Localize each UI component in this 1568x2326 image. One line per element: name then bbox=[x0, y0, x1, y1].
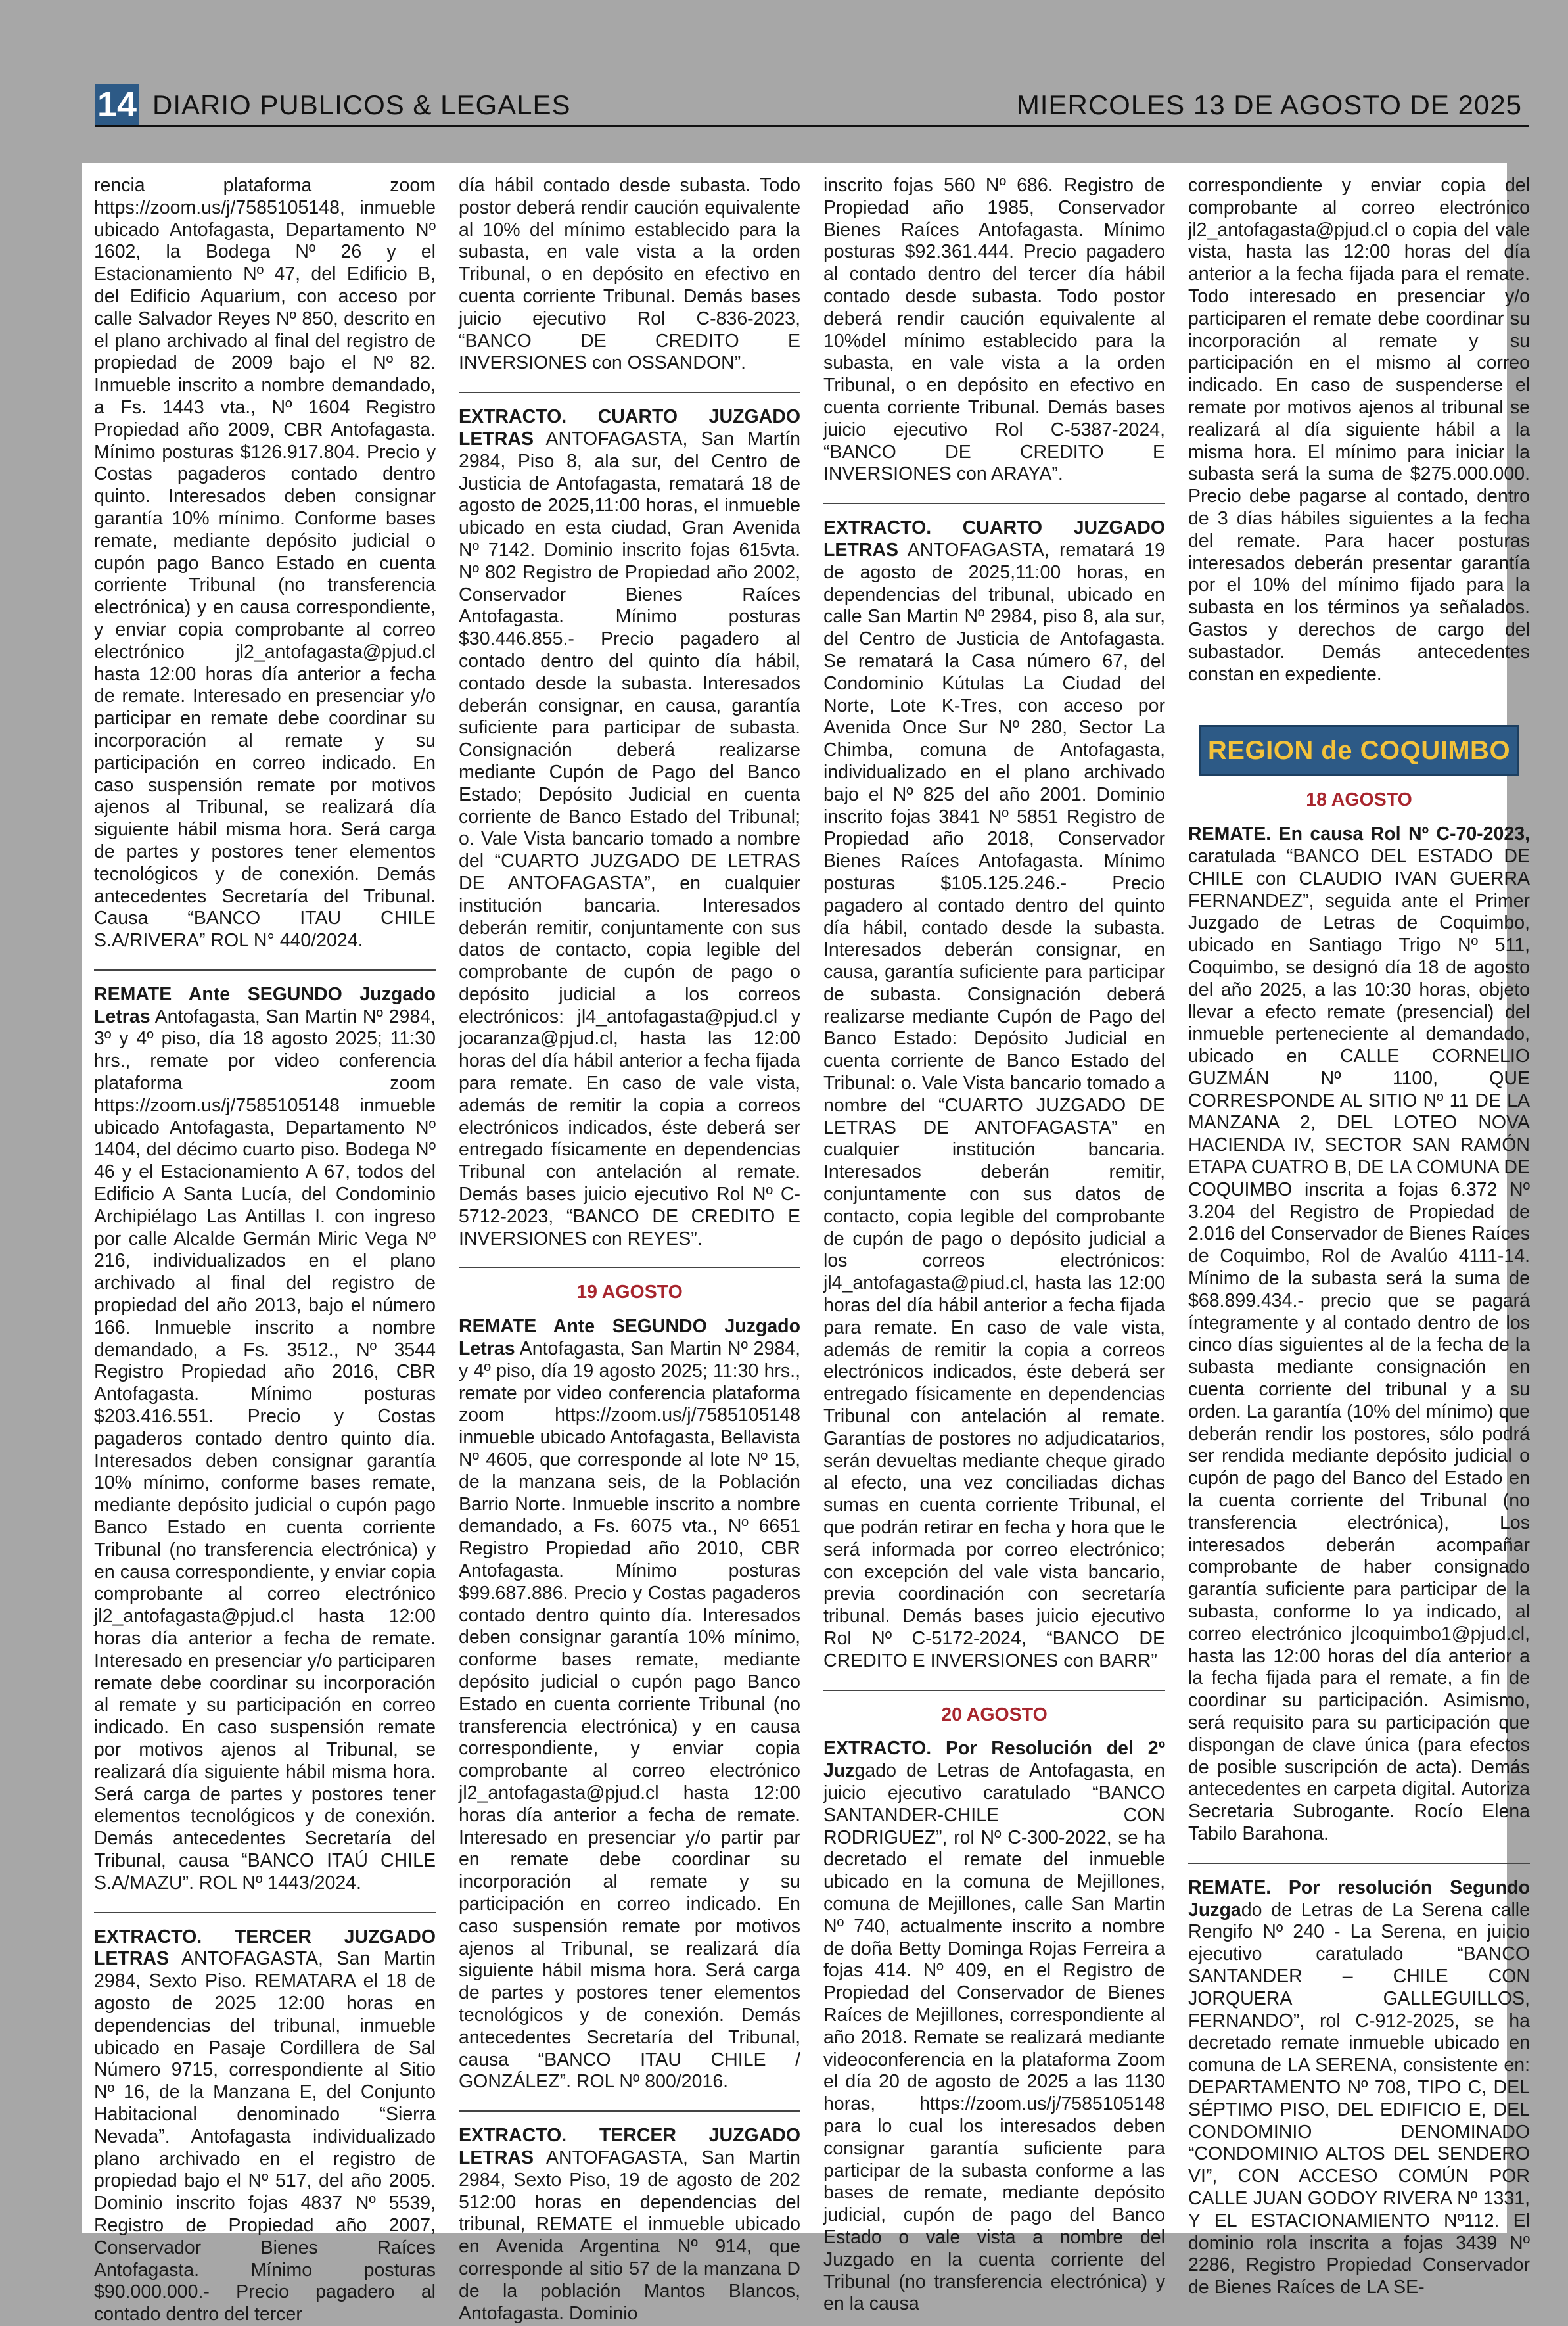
notice-text: Antofagasta, San Martin Nº 2984, 3º y 4º piso, día 18 agosto 2025; 11:30 hrs., remate por video conferencia plataforma zoom https://zoom.us/j/7585105148 inmueble ubicado Antofagasta, Departamento Nº 1404, del décimo cuarto piso. Bodega Nº 46 y el Estacionamiento A 67, todos del Edificio A Santa Lucía, del Condominio Archipiélago Las Antillas I. con ingreso por calle Alcalde Germán Miric Vega Nº 216, individualizados en el plano archivado al final del registro de propiedad del año 2013, bajo el número 166. Inmueble inscrito a nombre demandado, a Fs. 3512., Nº 3544 Registro Propiedad año 2016, CBR Antofagasta. Mínimo posturas $203.416.551. Precio y Costas pagaderos contado dentro quinto día. Interesados deben consignar garantía 10% mínimo, conforme bases remate, mediante depósito judicial o cupón pago Banco Estado en cuenta corriente Tribunal (no transferencia electrónica) y en causa correspondiente, y enviar copia comprobante al correo electrónico jl2_antofagasta@pjud.cl hasta 12:00 horas día anterior a fecha de remate. Interesado en presenciar y/o participaren remate debe coordinar su incorporación al remate y su participación en correo indicado. En caso suspensión remate por motivos ajenos al Tribunal, se realizará día siguiente hábil misma hora. Será carga de partes y postores tener elementos tecnológicos y de conexión. Demás antecedentes Secretaría del Tribunal, causa “BANCO ITAÚ CHILE S.A/MAZU”. ROL Nº 1443/2024. bbox=[94, 1006, 436, 1894]
notice-text: correspondiente y enviar copia del comprobante al correo electrónico jl2_antofagasta@pjud.cl o copia del vale vista, hasta las 12:00 horas del día anterior a la fecha fijada para el remate. Todo interesado en presenciar y/o participaren el remate debe coordinar su incorporación al remate y su participación en el mismo al correo indicado. En caso de suspenderse el remate por motivos ajenos al tribunal se realizará al día siguiente hábil a la misma hora. El mínimo para iniciar la subasta será la suma de $275.000.000. Precio debe pagarse al contado, dentro de 3 días hábiles siguientes a la fecha del remate. Para hacer posturas interesados deberán presentar garantía por el 10% del mínimo fijado para la subasta en los términos ya señalados. Gastos y derechos de cargo del subastador. Demás antecedentes constan en expediente. bbox=[1188, 175, 1530, 685]
notice-text: día hábil contado desde subasta. Todo postor deberá rendir caución equivalente al 10% del mínimo establecido para la subasta, en vale vista a la orden Tribunal, o en depósito en efectivo en cuenta corriente Tribunal. Demás bases juicio ejecutivo Rol C-836-2023, “BANCO DE CREDITO E INVERSIONES con OSSANDON”. bbox=[459, 175, 800, 374]
notice-text: gado de Letras de Antofagasta, en juicio ejecutivo caratulado “BANCO SANTANDER-CHILE CON RODRIGUEZ”, rol Nº C-300-2022, se ha decretado el remate del inmueble ubicado en la comuna de Mejillones, comuna de Mejillones, calle San Martin Nº 740, actualmente inscrito a nombre de doña Betty Dominga Rojas Ferreira a fojas 414. Nº 409, en el Registro de Propiedad del Conservador de Bienes Raíces de Mejillones, correspondiente al año 2018. Remate se realizará mediante videoconferencia en la plataforma Zoom el día 20 de agosto de 2025 a las 1130 horas, https://zoom.us/j/7585105148 para lo cual los interesados deben consignar garantía suficiente para participar de la subasta conforme a las bases de remate, mediante depósito judicial, cupón de pago del Banco Estado o vale vista a nombre del Juzgado en la cuenta corriente del Tribunal (no transferencia electrónica) y en la causa bbox=[823, 1760, 1165, 2315]
issue-date: MIERCOLES 13 DE AGOSTO DE 2025 bbox=[1016, 89, 1522, 120]
column-1 bbox=[94, 175, 436, 2326]
notice-text: ANTOFAGASTA, rematará 19 de agosto de 2025,11:00 horas, en dependencias del tribunal, ubicado en calle San Martin Nº 2984, piso 8, ala sur, del Centro de Justicia de Antofagasta. Se rematará la Casa número 67, del Condominio Kútulas La Ciudad del Norte, Lote K-Tres, con acceso por Avenida Once Sur Nº 280, Sector La Chimba, comuna de Antofagasta, individualizado en el plano archivado bajo el Nº 825 del año 2001. Dominio inscrito fojas 3841 Nº 5851 Registro de Propiedad año 2018, Conservador Bienes Raíces Antofagasta. Mínimo posturas $105.125.246.- Precio pagadero al contado dentro del quinto día hábil, contado desde la subasta. Interesados deberán consignar, en causa, garantía suficiente para participar de subasta. Consignación deberá realizarse mediante Cupón de Pago del Banco Estado: Depósito Judicial en cuenta corriente de Banco Estado del Tribunal: o. Vale Vista bancario tomado a nombre del “CUARTO JUZGADO DE LETRAS DE ANTOFAGASTA” en cualquier institución bancaria. Interesados deberán remitir, conjuntamente con sus datos de contacto, copia legible del comprobante de cupón de pago o depósito judicial a los correos electrónicos: jl4_antofagasta@piud.cl, hasta las 12:00 horas del día hábil anterior a fecha fijada para remate. En caso de vale vista, además de remitir la copia a correos electrónicos indicados, éste deberá ser entregado físicamente en dependencias Tribunal con antelación al remate. Garantías de postores no adjudicatarios, serán devueltas mediante cheque girado al efecto, una vez conciliadas dichas sumas en cuenta corriente Tribunal, el que podrán retirar en fecha y hora que le será informada por correo electrónico; con excepción del vale vista bancario, previa coordinación con secretaría tribunal. Demás bases juicio ejecutivo Rol Nº C-5172-2024, “BANCO DE CREDITO E INVERSIONES con BARR” bbox=[823, 539, 1165, 1671]
notice bbox=[94, 1926, 436, 2326]
notice bbox=[459, 1316, 800, 2093]
notice-text: do de Letras de La Serena calle Rengifo Nº 240 - La Serena, en juicio ejecutivo caratulado “BANCO SANTANDER – CHILE CON JORQUERA GALLEGUILLOS, FERNANDO”, rol C-912-2025, se ha decretado remate inmueble ubicado en comuna de LA SERENA, consistente en: DEPARTAMENTO Nº 708, TIPO C, DEL SÉPTIMO PISO, DEL EDIFICIO E, DEL CONDOMINIO DENOMINADO “CONDOMINIO ALTOS DEL SENDERO VI”, CON ACCESO COMÚN POR CALLE JUAN GODOY RIVERA Nº 1331, Y EL ESTACIONAMIENTO Nº112. El dominio rola inscrita a fojas 3439 Nº 2286, Registro Propiedad Conservador de Bienes Raíces de LA SE- bbox=[1188, 1899, 1530, 2298]
notice bbox=[94, 984, 436, 1895]
notice-text: inscrito fojas 560 Nº 686. Registro de Propiedad año 1985, Conservador Bienes Raíces Antofagasta. Mínimo posturas $92.361.444. Precio pagadero al contado dentro del tercer día hábil contado desde subasta. Todo postor deberá rendir caución equivalente al 10%del mínimo establecido para la subasta, en vale vista a la orden Tribunal, o en depósito en efectivo en cuenta corriente Tribunal. Demás bases juicio ejecutivo Rol C-5387-2024, “BANCO DE CREDITO E INVERSIONES con ARAYA”. bbox=[823, 175, 1165, 485]
notice-lead: EXTRACTO. Por Resolución del 2º Juz bbox=[823, 1738, 1165, 1782]
notice bbox=[1188, 824, 1530, 1846]
notice-divider bbox=[1188, 1863, 1530, 1864]
notice-text: ANTOFAGASTA, San Martin 2984, Sexto Piso, 19 de agosto de 202 512:00 horas en dependencias del tribunal, REMATE el inmueble ubicado en Avenida Argentina Nº 914, que corresponde al sitio 57 de la manzana D de la población Mantos Blancos, Antofagasta. Dominio bbox=[459, 2147, 800, 2324]
notice-lead: REMATE. En causa Rol Nº C-70-2023, bbox=[1188, 824, 1530, 845]
region-banner: REGION de COQUIMBO bbox=[1199, 725, 1519, 776]
notice-divider bbox=[94, 969, 436, 971]
date-heading-19-agosto: 19 AGOSTO bbox=[576, 1282, 683, 1303]
notice bbox=[459, 2125, 800, 2325]
notice-text: rencia plataforma zoom https://zoom.us/j/7585105148, inmueble ubicado Antofagasta, Departamento Nº 1602, la Bodega Nº 26 y el Estacionamiento Nº 47, del Edificio B, del Edificio Aquarium, con acceso por calle Salvador Reyes Nº 850, descrito en el plano archivado al final del registro de propiedad de 2009 bajo el Nº 82. Inmueble inscrito a nombre demandado, a Fs. 1443 vta., Nº 1604 Registro Propiedad año 2009, CBR Antofagasta. Mínimo posturas $126.917.804. Precio y Costas pagaderos contado dentro quinto. Interesados deben consignar garantía 10% mínimo. Conforme bases remate, mediante depósito judicial o cupón pago Banco Estado en cuenta corriente Tribunal (no transferencia electrónica) y en causa correspondiente, y enviar copia comprobante al correo electrónico jl2_antofagasta@pjud.cl hasta 12:00 horas día anterior a fecha de remate. Interesado en presenciar y/o participar en remate debe coordinar su incorporación al remate y su participación en correo indicado. En caso suspensión remate por motivos ajenos al Tribunal, se realizará día siguiente hábil misma hora. Será carga de partes y postores tener elementos tecnológicos y de conexión. Demás antecedentes Secretaría del Tribunal. Causa “BANCO ITAU CHILE S.A/RIVERA” ROL N° 440/2024. bbox=[94, 175, 436, 952]
notice-text: ANTOFAGASTA, San Martin 2984, Sexto Piso. REMATARA el 18 de agosto de 2025 12:00 horas en dependencias del tribunal, inmueble ubicado en Pasaje Cordillera de Sal Número 9715, correspondiente al Sitio Nº 16, de la Manzana E, del Conjunto Habitacional denominado “Sierra Nevada”. Antofagasta individualizado plano archivado en el registro de propiedad bajo el Nº 517, del año 2005. Dominio inscrito fojas 4837 Nº 5539, Registro de Propiedad año 2007, Conservador Bienes Raíces Antofagasta. Mínimo posturas $90.000.000.- Precio pagadero al contado dentro del tercer bbox=[94, 1948, 436, 2325]
publication-name: DIARIO PUBLICOS & LEGALES bbox=[152, 89, 571, 120]
column-4 bbox=[1188, 175, 1530, 2299]
notice-divider bbox=[823, 503, 1165, 504]
date-heading-20-agosto: 20 AGOSTO bbox=[941, 1704, 1048, 1725]
notice-divider bbox=[459, 1267, 800, 1268]
notice bbox=[823, 1738, 1165, 2315]
notice bbox=[459, 406, 800, 1250]
notice-text: caratulada “BANCO DEL ESTADO DE CHILE con CLAUDIO IVAN GUERRA FERNANDEZ”, seguida ante el Primer Juzgado de Letras de Coquimbo, ubicado en Santiago Trigo Nº 511, Coquimbo, se designó día 18 de agosto del año 2025, a las 10:30 horas, objeto llevar a efecto remate (presencial) del inmueble perteneciente al demandado, ubicado en CALLE CORNELIO GUZMÁN Nº 1100, QUE CORRESPONDE AL SITIO Nº 11 DE LA MANZANA 2, DEL LOTEO NOVA HACIENDA IV, SECTOR SAN RAMÓN ETAPA CUATRO B, DE LA COMUNA DE COQUIMBO inscrita a fojas 6.372 Nº 3.204 del Registro de Propiedad de 2.016 del Conservador de Bienes Raíces de Coquimbo, Rol de Avalúo 4111-14. Mínimo de la subasta será la suma de $68.899.434.- precio que se pagará íntegramente y al contado dentro de los cinco días siguientes al de la fecha de la subasta mediante consignación en cuenta corriente del tribunal y a su orden. La garantía (10% del mínimo) que deberán rendir los postores, sólo podrá ser rendida mediante depósito judicial o cupón de pago del Banco del Estado en la cuenta corriente del Tribunal (no transferencia electrónica), Los interesados deberán acompañar comprobante de haber consignado garantía suficiente para participar de la subasta, conforme lo ya indicado, al correo electrónico jlcoquimbo1@pjud.cl, hasta las 12:00 horas del día anterior a la fecha fijada para el remate, a fin de coordinar su participación. Asimismo, será requisito para su participación que dispongan de clave única (para efectos de posible suscripción de acta). Demás antecedentes en carpeta digital. Autoriza Secretaria Subrogante. Rocío Elena Tabilo Barahona. bbox=[1188, 845, 1530, 1844]
column-3 bbox=[823, 175, 1165, 2315]
notice-divider bbox=[459, 2110, 800, 2112]
header-rule bbox=[95, 125, 1529, 127]
page-number-badge: 14 bbox=[95, 84, 139, 125]
notice-lead: EXTRACTO. TERCER JUZGADO LETRAS bbox=[459, 2125, 800, 2168]
notice-lead: REMATE. Por resolución Segundo Juzga bbox=[1188, 1876, 1530, 1920]
notice-divider bbox=[94, 1912, 436, 1913]
notice-divider bbox=[823, 1690, 1165, 1691]
date-heading-18-agosto: 18 AGOSTO bbox=[1306, 789, 1412, 811]
notice-lead: EXTRACTO. TERCER JUZGADO LETRAS bbox=[94, 1926, 436, 1970]
notice bbox=[823, 517, 1165, 1672]
notice bbox=[1188, 1877, 1530, 2299]
notice-divider bbox=[459, 392, 800, 393]
notice-lead: REMATE Ante SEGUNDO Juzgado Letras bbox=[459, 1316, 800, 1360]
notice-lead: EXTRACTO. CUARTO JUZGADO LETRAS bbox=[823, 517, 1165, 561]
notice-lead: EXTRACTO. CUARTO JUZGADO LETRAS bbox=[459, 406, 800, 450]
notice-lead: REMATE Ante SEGUNDO Juzgado Letras bbox=[94, 983, 436, 1027]
column-2 bbox=[459, 175, 800, 2325]
notice-text: Antofagasta, San Martin Nº 2984, y 4º piso, día 19 agosto 2025; 11:30 hrs., remate por video conferencia plataforma zoom https://zoom.us/j/7585105148 inmueble ubicado Antofagasta, Bellavista Nº 4605, que corresponde al lote Nº 15, de la manzana seis, de la Población Barrio Norte. Inmueble inscrito a nombre demandado, a Fs. 6075 vta., Nº 6651 Registro Propiedad año 2010, CBR Antofagasta. Mínimo posturas $99.687.886. Precio y Costas pagaderos contado dentro quinto día. Interesados deben consignar garantía 10% mínimo, conforme bases remate, mediante depósito judicial o cupón pago Banco Estado en cuenta corriente Tribunal (no transferencia electrónica) y en causa correspondiente, y enviar copia comprobante al correo electrónico jl2_antofagasta@pjud.cl hasta 12:00 horas día anterior a fecha de remate. Interesado en presenciar y/o partir par en remate debe coordinar su incorporación al remate y su participación en correo indicado. En caso suspensión remate por motivos ajenos al Tribunal, se realizará día siguiente hábil misma hora. Será carga de partes y postores tener elementos tecnológicos y de conexión. Demás antecedentes Secretaría del Tribunal, causa “BANCO ITAU CHILE / GONZÁLEZ”. ROL Nº 800/2016. bbox=[459, 1338, 800, 2093]
notice-text: ANTOFAGASTA, San Martín 2984, Piso 8, ala sur, del Centro de Justicia de Antofagasta, rematará 18 de agosto de 2025,11:00 horas, el inmueble ubicado en esta ciudad, Gran Avenida Nº 7142. Dominio inscrito fojas 615vta. Nº 802 Registro de Propiedad año 2002, Conservador Bienes Raíces Antofagasta. Mínimo posturas $30.446.855.- Precio pagadero al contado dentro del quinto día hábil, contado desde la subasta. Interesados deberán consignar, en causa, garantía suficiente para participar de subasta. Consignación deberá realizarse mediante Cupón de Pago del Banco Estado; Depósito Judicial en cuenta corriente de Banco Estado del Tribunal; o. Vale Vista bancario tomado a nombre del “CUARTO JUZGADO DE LETRAS DE ANTOFAGASTA”, en cualquier institución bancaria. Interesados deberán remitir, conjuntamente con sus datos de contacto, copia legible del comprobante de cupón de pago o depósito judicial a los correos electrónicos: jl4_antofagasta@pjud.cl y jocaranza@pjud.cl, hasta las 12:00 horas del día hábil anterior a fecha fijada para remate. En caso de vale vista, además de remitir la copia a correos electrónicos indicados, éste deberá ser entregado físicamente en dependencias Tribunal con antelación al remate. Demás bases juicio ejecutivo Rol Nº C-5712-2023, “BANCO DE CREDITO E INVERSIONES con REYES”. bbox=[459, 428, 800, 1249]
